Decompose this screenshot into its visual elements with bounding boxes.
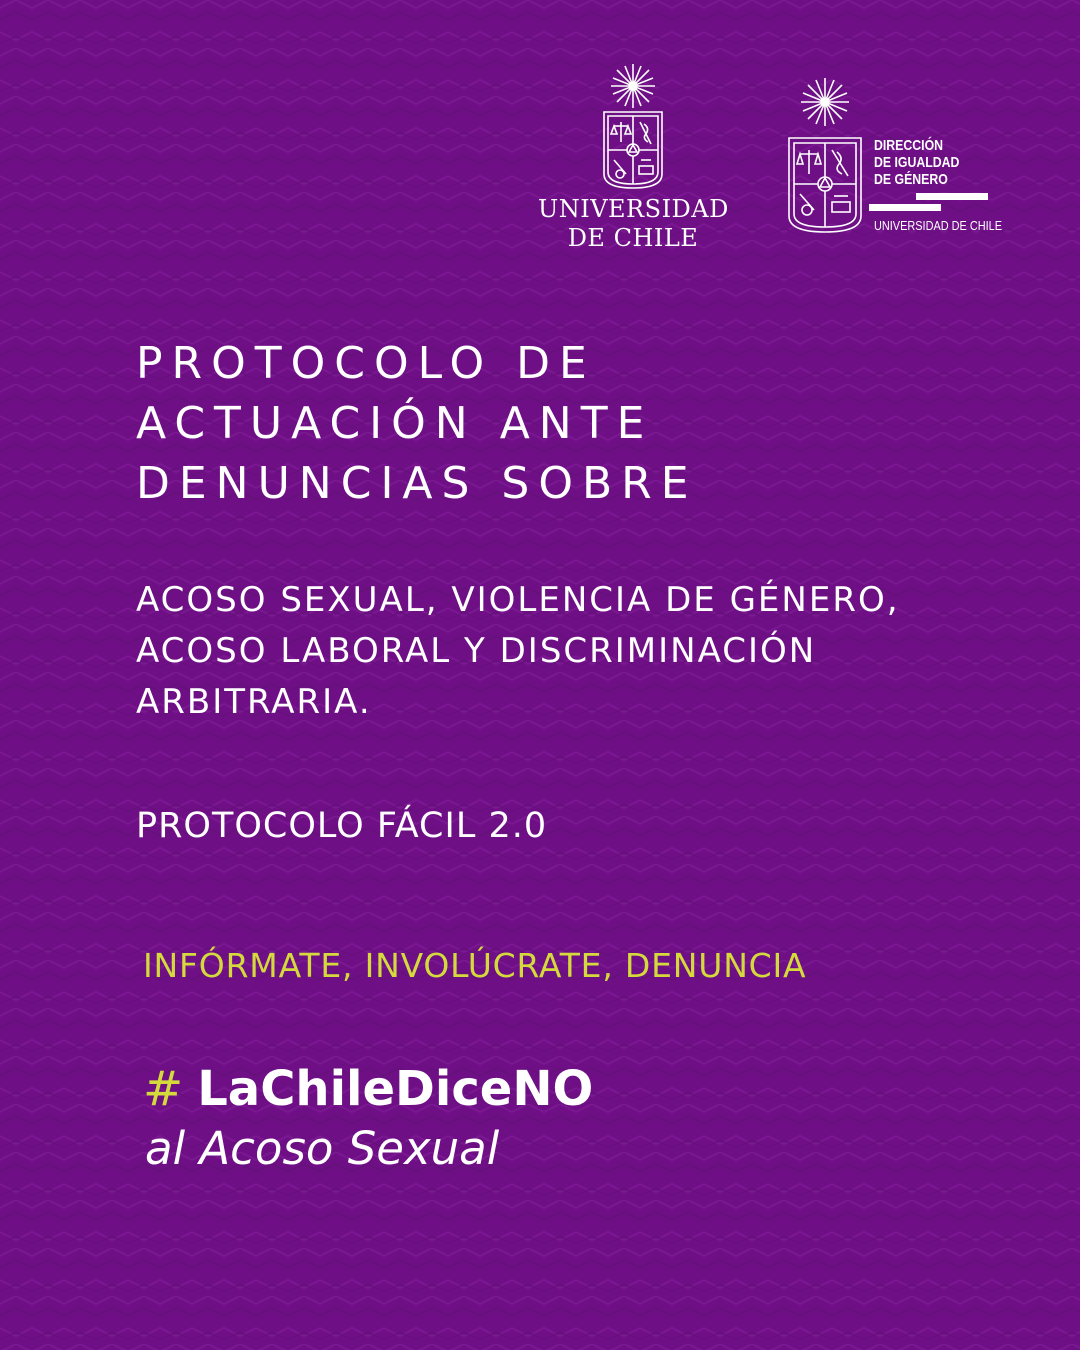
direccion-igualdad-genero-logo [786, 76, 1003, 241]
university-name-line2: DE CHILE [567, 224, 699, 252]
header-logos [0, 0, 1080, 300]
hashtag-text: LaChileDiceNO [197, 1061, 594, 1117]
universidad-de-chile-logo [538, 62, 728, 262]
university-crest-icon [538, 62, 728, 192]
logo-divider-bar [916, 193, 988, 200]
direccion-line3: DE GÉNERO [874, 171, 948, 188]
hash-symbol: # [143, 1061, 184, 1117]
direccion-line2: DE IGUALDAD [874, 154, 960, 171]
title-line2: ACTUACIÓN ANTE [136, 398, 654, 449]
protocol-version: PROTOCOLO FÁCIL 2.0 [136, 806, 548, 846]
direccion-university-label: UNIVERSIDAD DE CHILE [874, 218, 1003, 233]
logo-divider-bar-short [869, 204, 941, 211]
subtitle-line2: ACOSO LABORAL Y DISCRIMINACIÓN [136, 631, 817, 671]
university-name-line1: UNIVERSIDAD [538, 195, 729, 223]
direccion-line1: DIRECCIÓN [874, 137, 944, 154]
title-line1: PROTOCOLO DE [136, 338, 596, 389]
university-crest-icon [786, 76, 866, 236]
subtitle-line3: ARBITRARIA. [136, 682, 372, 722]
hashtag [143, 1058, 593, 1120]
tagline: al Acoso Sexual [145, 1122, 500, 1175]
title-line3: DENUNCIAS SOBRE [136, 458, 698, 509]
subtitle-line1: ACOSO SEXUAL, VIOLENCIA DE GÉNERO, [136, 580, 900, 620]
call-to-action: INFÓRMATE, INVOLÚCRATE, DENUNCIA [143, 946, 807, 985]
